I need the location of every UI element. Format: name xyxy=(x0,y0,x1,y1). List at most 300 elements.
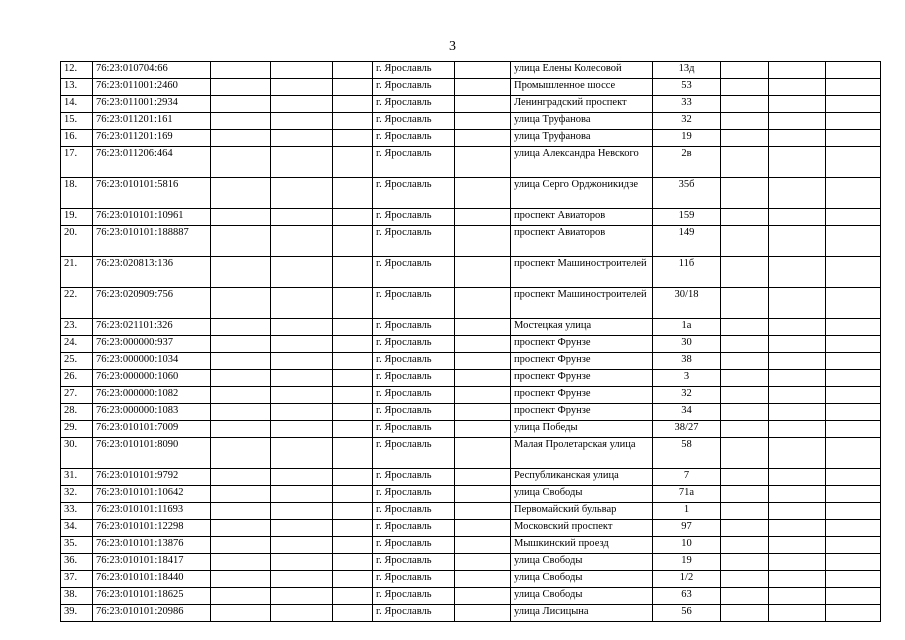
city-cell: г. Ярославль xyxy=(373,353,455,370)
empty-cell xyxy=(826,257,881,288)
empty-cell xyxy=(271,288,333,319)
cadastral-number-cell: 76:23:011001:2460 xyxy=(93,79,211,96)
empty-cell xyxy=(826,421,881,438)
empty-cell xyxy=(721,336,769,353)
empty-cell xyxy=(271,113,333,130)
house-number-cell: 19 xyxy=(653,554,721,571)
empty-cell xyxy=(455,438,511,469)
empty-cell xyxy=(271,469,333,486)
empty-cell xyxy=(721,503,769,520)
house-number-cell: 58 xyxy=(653,438,721,469)
empty-cell xyxy=(455,336,511,353)
row-number-cell: 33. xyxy=(61,503,93,520)
street-cell: проспект Авиаторов xyxy=(511,226,653,257)
empty-cell xyxy=(211,605,271,622)
empty-cell xyxy=(769,288,826,319)
house-number-cell: 1/2 xyxy=(653,571,721,588)
empty-cell xyxy=(769,469,826,486)
city-cell: г. Ярославль xyxy=(373,79,455,96)
street-cell: улица Елены Колесовой xyxy=(511,62,653,79)
house-number-cell: 56 xyxy=(653,605,721,622)
empty-cell xyxy=(271,421,333,438)
empty-cell xyxy=(271,503,333,520)
empty-cell xyxy=(211,503,271,520)
street-cell: улица Свободы xyxy=(511,588,653,605)
empty-cell xyxy=(455,537,511,554)
table-row xyxy=(61,353,881,370)
empty-cell xyxy=(769,554,826,571)
street-cell: улица Александра Невского xyxy=(511,147,653,178)
empty-cell xyxy=(211,387,271,404)
house-number-cell: 11б xyxy=(653,257,721,288)
cadastral-number-cell: 76:23:011201:169 xyxy=(93,130,211,147)
empty-cell xyxy=(333,79,373,96)
table-row xyxy=(61,336,881,353)
table-row xyxy=(61,130,881,147)
empty-cell xyxy=(271,147,333,178)
street-cell: улица Труфанова xyxy=(511,113,653,130)
house-number-cell: 30/18 xyxy=(653,288,721,319)
empty-cell xyxy=(271,257,333,288)
cadastral-number-cell: 76:23:010101:188887 xyxy=(93,226,211,257)
street-cell: проспект Фрунзе xyxy=(511,370,653,387)
row-number-cell: 15. xyxy=(61,113,93,130)
row-number-cell: 37. xyxy=(61,571,93,588)
empty-cell xyxy=(333,537,373,554)
empty-cell xyxy=(769,113,826,130)
cadastral-number-cell: 76:23:010101:13876 xyxy=(93,537,211,554)
empty-cell xyxy=(769,486,826,503)
empty-cell xyxy=(826,588,881,605)
empty-cell xyxy=(271,226,333,257)
cadastral-number-cell: 76:23:010101:20986 xyxy=(93,605,211,622)
empty-cell xyxy=(211,520,271,537)
empty-cell xyxy=(826,130,881,147)
empty-cell xyxy=(211,353,271,370)
house-number-cell: 33 xyxy=(653,96,721,113)
house-number-cell: 13д xyxy=(653,62,721,79)
empty-cell xyxy=(769,353,826,370)
empty-cell xyxy=(826,288,881,319)
empty-cell xyxy=(826,520,881,537)
empty-cell xyxy=(333,486,373,503)
empty-cell xyxy=(721,209,769,226)
empty-cell xyxy=(769,147,826,178)
empty-cell xyxy=(769,319,826,336)
empty-cell xyxy=(455,319,511,336)
empty-cell xyxy=(769,605,826,622)
city-cell: г. Ярославль xyxy=(373,147,455,178)
empty-cell xyxy=(769,438,826,469)
empty-cell xyxy=(333,178,373,209)
empty-cell xyxy=(455,503,511,520)
empty-cell xyxy=(271,62,333,79)
row-number-cell: 12. xyxy=(61,62,93,79)
empty-cell xyxy=(721,605,769,622)
empty-cell xyxy=(769,404,826,421)
row-number-cell: 24. xyxy=(61,336,93,353)
empty-cell xyxy=(721,537,769,554)
table-row xyxy=(61,486,881,503)
city-cell: г. Ярославль xyxy=(373,605,455,622)
empty-cell xyxy=(211,571,271,588)
empty-cell xyxy=(721,554,769,571)
empty-cell xyxy=(455,588,511,605)
cadastral-number-cell: 76:23:010101:7009 xyxy=(93,421,211,438)
empty-cell xyxy=(826,503,881,520)
row-number-cell: 34. xyxy=(61,520,93,537)
empty-cell xyxy=(721,319,769,336)
table-row xyxy=(61,319,881,336)
row-number-cell: 23. xyxy=(61,319,93,336)
cadastral-number-cell: 76:23:000000:937 xyxy=(93,336,211,353)
empty-cell xyxy=(455,147,511,178)
empty-cell xyxy=(211,421,271,438)
street-cell: проспект Фрунзе xyxy=(511,353,653,370)
street-cell: улица Победы xyxy=(511,421,653,438)
house-number-cell: 19 xyxy=(653,130,721,147)
empty-cell xyxy=(721,226,769,257)
city-cell: г. Ярославль xyxy=(373,288,455,319)
street-cell: Малая Пролетарская улица xyxy=(511,438,653,469)
cadastral-registry-table xyxy=(60,61,881,622)
empty-cell xyxy=(455,421,511,438)
empty-cell xyxy=(826,554,881,571)
street-cell: Республиканская улица xyxy=(511,469,653,486)
city-cell: г. Ярославль xyxy=(373,387,455,404)
empty-cell xyxy=(721,404,769,421)
cadastral-number-cell: 76:23:011201:161 xyxy=(93,113,211,130)
row-number-cell: 28. xyxy=(61,404,93,421)
row-number-cell: 18. xyxy=(61,178,93,209)
row-number-cell: 16. xyxy=(61,130,93,147)
empty-cell xyxy=(333,257,373,288)
city-cell: г. Ярославль xyxy=(373,257,455,288)
row-number-cell: 20. xyxy=(61,226,93,257)
empty-cell xyxy=(721,421,769,438)
street-cell: проспект Фрунзе xyxy=(511,387,653,404)
empty-cell xyxy=(211,537,271,554)
row-number-cell: 14. xyxy=(61,96,93,113)
empty-cell xyxy=(455,209,511,226)
empty-cell xyxy=(769,209,826,226)
city-cell: г. Ярославль xyxy=(373,336,455,353)
empty-cell xyxy=(211,469,271,486)
empty-cell xyxy=(826,79,881,96)
empty-cell xyxy=(826,113,881,130)
city-cell: г. Ярославль xyxy=(373,503,455,520)
empty-cell xyxy=(455,404,511,421)
empty-cell xyxy=(333,588,373,605)
empty-cell xyxy=(455,353,511,370)
city-cell: г. Ярославль xyxy=(373,113,455,130)
empty-cell xyxy=(826,319,881,336)
empty-cell xyxy=(769,96,826,113)
city-cell: г. Ярославль xyxy=(373,96,455,113)
cadastral-number-cell: 76:23:021101:326 xyxy=(93,319,211,336)
empty-cell xyxy=(769,370,826,387)
house-number-cell: 38 xyxy=(653,353,721,370)
empty-cell xyxy=(769,178,826,209)
house-number-cell: 97 xyxy=(653,520,721,537)
row-number-cell: 17. xyxy=(61,147,93,178)
empty-cell xyxy=(211,62,271,79)
empty-cell xyxy=(211,178,271,209)
empty-cell xyxy=(211,96,271,113)
empty-cell xyxy=(211,438,271,469)
empty-cell xyxy=(455,486,511,503)
city-cell: г. Ярославль xyxy=(373,438,455,469)
empty-cell xyxy=(769,226,826,257)
empty-cell xyxy=(826,370,881,387)
city-cell: г. Ярославль xyxy=(373,404,455,421)
row-number-cell: 39. xyxy=(61,605,93,622)
table-row xyxy=(61,113,881,130)
cadastral-number-cell: 76:23:010101:12298 xyxy=(93,520,211,537)
table-row xyxy=(61,469,881,486)
cadastral-number-cell: 76:23:010101:10642 xyxy=(93,486,211,503)
street-cell: Мостецкая улица xyxy=(511,319,653,336)
empty-cell xyxy=(769,537,826,554)
row-number-cell: 32. xyxy=(61,486,93,503)
cadastral-number-cell: 76:23:000000:1060 xyxy=(93,370,211,387)
house-number-cell: 38/27 xyxy=(653,421,721,438)
row-number-cell: 35. xyxy=(61,537,93,554)
empty-cell xyxy=(826,486,881,503)
empty-cell xyxy=(826,178,881,209)
empty-cell xyxy=(769,520,826,537)
table-row xyxy=(61,209,881,226)
empty-cell xyxy=(455,288,511,319)
city-cell: г. Ярославль xyxy=(373,370,455,387)
empty-cell xyxy=(271,588,333,605)
empty-cell xyxy=(721,469,769,486)
cadastral-number-cell: 76:23:000000:1034 xyxy=(93,353,211,370)
empty-cell xyxy=(271,79,333,96)
row-number-cell: 13. xyxy=(61,79,93,96)
city-cell: г. Ярославль xyxy=(373,178,455,209)
empty-cell xyxy=(826,147,881,178)
house-number-cell: 71а xyxy=(653,486,721,503)
empty-cell xyxy=(826,226,881,257)
empty-cell xyxy=(211,147,271,178)
empty-cell xyxy=(211,209,271,226)
empty-cell xyxy=(721,257,769,288)
empty-cell xyxy=(271,438,333,469)
empty-cell xyxy=(826,336,881,353)
empty-cell xyxy=(826,96,881,113)
street-cell: Первомайский бульвар xyxy=(511,503,653,520)
table-row xyxy=(61,79,881,96)
empty-cell xyxy=(271,178,333,209)
empty-cell xyxy=(211,486,271,503)
table-body xyxy=(61,62,881,622)
empty-cell xyxy=(721,588,769,605)
empty-cell xyxy=(211,588,271,605)
house-number-cell: 1 xyxy=(653,503,721,520)
empty-cell xyxy=(333,520,373,537)
table-row xyxy=(61,571,881,588)
cadastral-number-cell: 76:23:010101:8090 xyxy=(93,438,211,469)
street-cell: проспект Фрунзе xyxy=(511,404,653,421)
city-cell: г. Ярославль xyxy=(373,130,455,147)
city-cell: г. Ярославль xyxy=(373,469,455,486)
empty-cell xyxy=(769,257,826,288)
empty-cell xyxy=(721,147,769,178)
empty-cell xyxy=(211,288,271,319)
empty-cell xyxy=(826,404,881,421)
house-number-cell: 53 xyxy=(653,79,721,96)
empty-cell xyxy=(721,353,769,370)
cadastral-number-cell: 76:23:011206:464 xyxy=(93,147,211,178)
empty-cell xyxy=(333,62,373,79)
cadastral-number-cell: 76:23:000000:1082 xyxy=(93,387,211,404)
empty-cell xyxy=(333,130,373,147)
empty-cell xyxy=(455,130,511,147)
empty-cell xyxy=(721,486,769,503)
empty-cell xyxy=(455,370,511,387)
table-row xyxy=(61,257,881,288)
empty-cell xyxy=(211,130,271,147)
table-row xyxy=(61,370,881,387)
row-number-cell: 29. xyxy=(61,421,93,438)
empty-cell xyxy=(455,62,511,79)
empty-cell xyxy=(721,62,769,79)
table-row xyxy=(61,520,881,537)
street-cell: проспект Фрунзе xyxy=(511,336,653,353)
table-row xyxy=(61,226,881,257)
empty-cell xyxy=(721,178,769,209)
empty-cell xyxy=(333,226,373,257)
empty-cell xyxy=(826,571,881,588)
empty-cell xyxy=(455,469,511,486)
cadastral-number-cell: 76:23:010101:18625 xyxy=(93,588,211,605)
empty-cell xyxy=(271,209,333,226)
empty-cell xyxy=(721,130,769,147)
empty-cell xyxy=(271,404,333,421)
house-number-cell: 1а xyxy=(653,319,721,336)
empty-cell xyxy=(769,588,826,605)
house-number-cell: 2в xyxy=(653,147,721,178)
empty-cell xyxy=(211,79,271,96)
city-cell: г. Ярославль xyxy=(373,209,455,226)
table-row xyxy=(61,588,881,605)
empty-cell xyxy=(769,336,826,353)
city-cell: г. Ярославль xyxy=(373,537,455,554)
empty-cell xyxy=(769,503,826,520)
row-number-cell: 21. xyxy=(61,257,93,288)
house-number-cell: 7 xyxy=(653,469,721,486)
empty-cell xyxy=(271,520,333,537)
empty-cell xyxy=(211,257,271,288)
empty-cell xyxy=(826,537,881,554)
empty-cell xyxy=(769,79,826,96)
empty-cell xyxy=(455,226,511,257)
street-cell: проспект Авиаторов xyxy=(511,209,653,226)
empty-cell xyxy=(333,336,373,353)
street-cell: улица Свободы xyxy=(511,486,653,503)
empty-cell xyxy=(271,353,333,370)
house-number-cell: 63 xyxy=(653,588,721,605)
empty-cell xyxy=(721,438,769,469)
empty-cell xyxy=(271,319,333,336)
empty-cell xyxy=(333,404,373,421)
empty-cell xyxy=(826,438,881,469)
cadastral-number-cell: 76:23:020813:136 xyxy=(93,257,211,288)
empty-cell xyxy=(271,605,333,622)
table-row xyxy=(61,605,881,622)
empty-cell xyxy=(826,469,881,486)
street-cell: проспект Машиностроителей xyxy=(511,288,653,319)
house-number-cell: 32 xyxy=(653,113,721,130)
empty-cell xyxy=(769,130,826,147)
cadastral-number-cell: 76:23:010101:5816 xyxy=(93,178,211,209)
empty-cell xyxy=(271,571,333,588)
empty-cell xyxy=(211,336,271,353)
empty-cell xyxy=(271,537,333,554)
empty-cell xyxy=(455,257,511,288)
city-cell: г. Ярославль xyxy=(373,486,455,503)
table-row xyxy=(61,537,881,554)
empty-cell xyxy=(769,62,826,79)
table-row xyxy=(61,178,881,209)
cadastral-number-cell: 76:23:010101:10961 xyxy=(93,209,211,226)
empty-cell xyxy=(211,113,271,130)
empty-cell xyxy=(333,370,373,387)
cadastral-number-cell: 76:23:000000:1083 xyxy=(93,404,211,421)
house-number-cell: 149 xyxy=(653,226,721,257)
empty-cell xyxy=(455,113,511,130)
city-cell: г. Ярославль xyxy=(373,571,455,588)
empty-cell xyxy=(271,96,333,113)
row-number-cell: 22. xyxy=(61,288,93,319)
empty-cell xyxy=(826,387,881,404)
table-row xyxy=(61,554,881,571)
street-cell: улица Труфанова xyxy=(511,130,653,147)
empty-cell xyxy=(455,79,511,96)
empty-cell xyxy=(769,387,826,404)
row-number-cell: 38. xyxy=(61,588,93,605)
row-number-cell: 30. xyxy=(61,438,93,469)
empty-cell xyxy=(333,469,373,486)
empty-cell xyxy=(455,387,511,404)
house-number-cell: 3 xyxy=(653,370,721,387)
cadastral-number-cell: 76:23:010101:18440 xyxy=(93,571,211,588)
street-cell: Мышкинский проезд xyxy=(511,537,653,554)
empty-cell xyxy=(333,113,373,130)
table-row xyxy=(61,387,881,404)
empty-cell xyxy=(721,96,769,113)
empty-cell xyxy=(333,288,373,319)
cadastral-number-cell: 76:23:010704:66 xyxy=(93,62,211,79)
table-row xyxy=(61,62,881,79)
house-number-cell: 10 xyxy=(653,537,721,554)
empty-cell xyxy=(721,571,769,588)
empty-cell xyxy=(333,353,373,370)
table-row xyxy=(61,96,881,113)
empty-cell xyxy=(721,288,769,319)
page-number: 3 xyxy=(449,39,456,54)
empty-cell xyxy=(455,520,511,537)
empty-cell xyxy=(271,554,333,571)
house-number-cell: 34 xyxy=(653,404,721,421)
table-row xyxy=(61,438,881,469)
empty-cell xyxy=(826,605,881,622)
cadastral-number-cell: 76:23:020909:756 xyxy=(93,288,211,319)
empty-cell xyxy=(333,438,373,469)
empty-cell xyxy=(721,520,769,537)
empty-cell xyxy=(271,130,333,147)
